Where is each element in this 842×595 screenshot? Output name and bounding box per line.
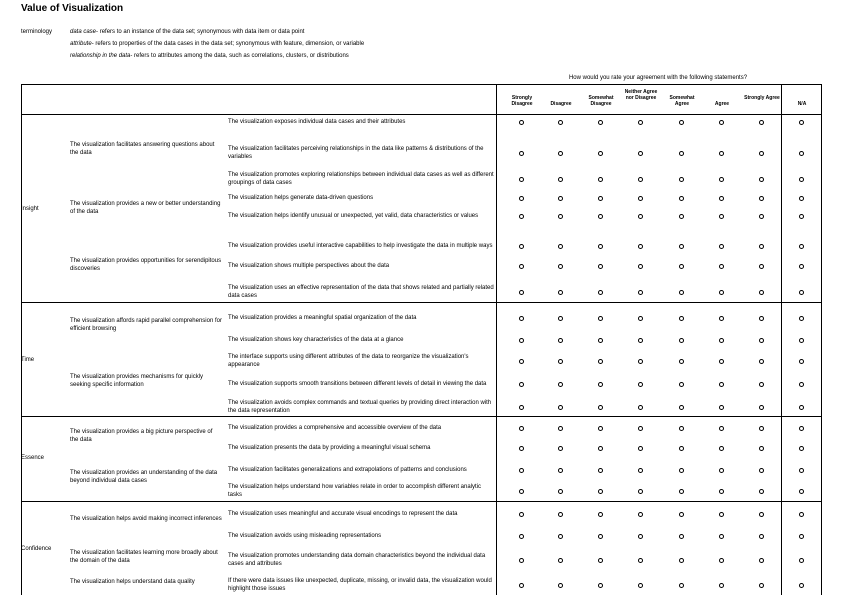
rating-radio[interactable] <box>519 512 524 517</box>
rating-radio[interactable] <box>679 338 684 343</box>
rating-radio[interactable] <box>519 489 524 494</box>
rating-radio[interactable] <box>598 359 603 364</box>
rating-radio[interactable] <box>598 426 603 431</box>
category-label: Insight <box>21 206 39 212</box>
rating-radio[interactable] <box>799 583 804 588</box>
rating-radio[interactable] <box>719 534 724 539</box>
rating-radio[interactable] <box>759 264 764 269</box>
rating-radio[interactable] <box>799 264 804 269</box>
rating-radio[interactable] <box>719 583 724 588</box>
rating-radio[interactable] <box>638 177 643 182</box>
rating-radio[interactable] <box>598 264 603 269</box>
rating-radio[interactable] <box>638 244 643 249</box>
rating-radio[interactable] <box>519 558 524 563</box>
rating-radio[interactable] <box>598 244 603 249</box>
scale-header: N/A <box>797 101 807 107</box>
rating-radio[interactable] <box>759 382 764 387</box>
rating-radio[interactable] <box>799 405 804 410</box>
rating-radio[interactable] <box>719 359 724 364</box>
section-divider <box>21 501 821 502</box>
statement-text: The visualization provides a meaningful spatial organization of the data <box>228 315 417 321</box>
rating-radio[interactable] <box>558 338 563 343</box>
rating-radio[interactable] <box>558 405 563 410</box>
rating-radio[interactable] <box>679 426 684 431</box>
statement-text: The visualization avoids using misleading representations <box>228 533 382 539</box>
rating-radio[interactable] <box>638 558 643 563</box>
rating-radio[interactable] <box>799 338 804 343</box>
rating-radio[interactable] <box>598 120 603 125</box>
rating-radio[interactable] <box>719 264 724 269</box>
rating-radio[interactable] <box>598 214 603 219</box>
rating-radio[interactable] <box>719 151 724 156</box>
category-label: Confidence <box>21 546 52 552</box>
statement-text: The visualization facilitates generalizations and extrapolations of patterns and conclusions <box>228 467 467 473</box>
rating-radio[interactable] <box>519 196 524 201</box>
rating-radio[interactable] <box>799 177 804 182</box>
terminology-line <box>70 41 364 47</box>
rating-radio[interactable] <box>679 558 684 563</box>
rating-radio[interactable] <box>799 316 804 321</box>
rating-radio[interactable] <box>719 120 724 125</box>
rating-radio[interactable] <box>519 120 524 125</box>
rating-radio[interactable] <box>598 177 603 182</box>
rating-radio[interactable] <box>679 534 684 539</box>
rating-radio[interactable] <box>519 359 524 364</box>
rating-radio[interactable] <box>558 316 563 321</box>
table-border <box>496 84 497 595</box>
rating-radio[interactable] <box>558 244 563 249</box>
statement-text: The visualization shows multiple perspectives about the data <box>228 263 390 269</box>
rating-radio[interactable] <box>759 151 764 156</box>
subgroup-label: The visualization provides opportunities for serendipitous discoveries <box>70 258 222 272</box>
rating-radio[interactable] <box>598 534 603 539</box>
rating-radio[interactable] <box>638 446 643 451</box>
rating-radio[interactable] <box>799 244 804 249</box>
statement-text: The visualization avoids complex commands and textual queries by providing direct interaction with the data representation <box>228 400 492 414</box>
rating-radio[interactable] <box>598 382 603 387</box>
header-box <box>21 84 821 115</box>
rating-radio[interactable] <box>759 558 764 563</box>
statement-text: The visualization supports smooth transitions between different levels of detail in viewing the data <box>228 381 487 387</box>
rating-radio[interactable] <box>799 534 804 539</box>
rating-radio[interactable] <box>558 120 563 125</box>
rating-radio[interactable] <box>519 338 524 343</box>
rating-radio[interactable] <box>719 446 724 451</box>
rating-radio[interactable] <box>638 512 643 517</box>
rating-radio[interactable] <box>638 151 643 156</box>
scale-header: Somewhat Disagree <box>588 95 614 107</box>
statement-text: The visualization helps understand how variables relate in order to accomplish different analytic tasks <box>228 484 482 498</box>
rating-radio[interactable] <box>759 316 764 321</box>
statement-text: If there were data issues like unexpected, duplicate, missing, or invalid data, the visualization would highlight those issues <box>228 578 492 592</box>
term-name: relationship in the data <box>70 53 131 59</box>
rating-radio[interactable] <box>558 583 563 588</box>
rating-radio[interactable] <box>519 264 524 269</box>
statement-text: The interface supports using different attributes of the data to reorganize the visualization's appearance <box>228 354 469 368</box>
rating-radio[interactable] <box>638 382 643 387</box>
rating-radio[interactable] <box>799 468 804 473</box>
rating-radio[interactable] <box>558 290 563 295</box>
rating-radio[interactable] <box>558 468 563 473</box>
statement-text: The visualization uses meaningful and accurate visual encodings to represent the data <box>228 511 458 517</box>
terminology-label: terminology <box>21 29 53 35</box>
rating-radio[interactable] <box>799 120 804 125</box>
scale-header: Agree <box>714 101 730 107</box>
rating-radio[interactable] <box>759 405 764 410</box>
subgroup-label: The visualization provides a big picture perspective of the data <box>70 429 213 443</box>
statement-text: The visualization helps generate data-driven questions <box>228 195 374 201</box>
rating-radio[interactable] <box>719 468 724 473</box>
rating-radio[interactable] <box>759 120 764 125</box>
rating-radio[interactable] <box>799 512 804 517</box>
statement-text: The visualization shows key characteristics of the data at a glance <box>228 337 404 343</box>
term-name: attribute <box>70 41 92 47</box>
rating-radio[interactable] <box>598 338 603 343</box>
rating-radio[interactable] <box>679 290 684 295</box>
rating-radio[interactable] <box>598 446 603 451</box>
statement-text: The visualization promotes understanding data domain characteristics beyond the individual data cases and attributes <box>228 553 486 567</box>
rating-radio[interactable] <box>799 382 804 387</box>
scale-header: Strongly Agree <box>744 95 780 101</box>
rating-radio[interactable] <box>519 446 524 451</box>
statement-text: The visualization helps identify unusual or unexpected, yet valid, data characteristics or values <box>228 213 479 219</box>
scale-header: Somewhat Agree <box>669 95 695 107</box>
rating-radio[interactable] <box>679 177 684 182</box>
rating-radio[interactable] <box>679 446 684 451</box>
statement-text: The visualization presents the data by providing a meaningful visual schema <box>228 445 431 451</box>
statement-text: The visualization provides useful interactive capabilities to help investigate the data in multiple ways <box>228 243 493 249</box>
rating-radio[interactable] <box>558 446 563 451</box>
rating-radio[interactable] <box>598 316 603 321</box>
rating-radio[interactable] <box>759 468 764 473</box>
rating-radio[interactable] <box>558 177 563 182</box>
rating-radio[interactable] <box>519 151 524 156</box>
scale-header: Strongly Disagree <box>511 95 533 107</box>
rating-radio[interactable] <box>638 489 643 494</box>
rating-radio[interactable] <box>519 177 524 182</box>
rating-radio[interactable] <box>799 290 804 295</box>
rating-radio[interactable] <box>679 244 684 249</box>
rating-radio[interactable] <box>799 214 804 219</box>
rating-radio[interactable] <box>638 405 643 410</box>
rating-radio[interactable] <box>519 290 524 295</box>
subgroup-label: The visualization facilitates learning more broadly about the domain of the data <box>70 550 218 564</box>
rating-radio[interactable] <box>598 290 603 295</box>
rating-radio[interactable] <box>519 316 524 321</box>
rating-radio[interactable] <box>598 558 603 563</box>
rating-radio[interactable] <box>799 151 804 156</box>
rating-radio[interactable] <box>759 489 764 494</box>
term-definition: - refers to an instance of the data set; synonymous with data item or data point <box>96 29 305 35</box>
rating-radio[interactable] <box>799 489 804 494</box>
rating-radio[interactable] <box>759 214 764 219</box>
subgroup-label: The visualization provides an understanding of the data beyond individual data cases <box>70 470 218 484</box>
rating-radio[interactable] <box>799 446 804 451</box>
rating-radio[interactable] <box>679 382 684 387</box>
rating-radio[interactable] <box>638 214 643 219</box>
table-border <box>781 84 782 595</box>
term-definition: - refers to properties of the data cases in the data set; synonymous with feature, dimension, or variable <box>91 41 365 47</box>
rating-radio[interactable] <box>799 196 804 201</box>
table-border <box>21 84 22 595</box>
term-definition: - refers to attributes among the data, such as correlations, clusters, or distributions <box>130 53 349 59</box>
rating-radio[interactable] <box>719 512 724 517</box>
rating-radio[interactable] <box>598 196 603 201</box>
rating-radio[interactable] <box>679 120 684 125</box>
terminology-line <box>70 29 304 35</box>
rating-radio[interactable] <box>679 405 684 410</box>
rating-radio[interactable] <box>719 382 724 387</box>
statement-text: The visualization provides a comprehensive and accessible overview of the data <box>228 425 442 431</box>
rating-radio[interactable] <box>638 120 643 125</box>
rating-radio[interactable] <box>799 558 804 563</box>
rating-radio[interactable] <box>679 264 684 269</box>
rating-radio[interactable] <box>759 446 764 451</box>
rating-radio[interactable] <box>558 382 563 387</box>
rating-radio[interactable] <box>558 151 563 156</box>
rating-radio[interactable] <box>638 534 643 539</box>
rating-radio[interactable] <box>519 583 524 588</box>
subgroup-label: The visualization affords rapid parallel comprehension for efficient browsing <box>70 318 222 332</box>
category-label: Essence <box>21 455 45 461</box>
rating-radio[interactable] <box>638 426 643 431</box>
rating-radio[interactable] <box>679 151 684 156</box>
rating-radio[interactable] <box>759 583 764 588</box>
rating-radio[interactable] <box>679 196 684 201</box>
rating-radio[interactable] <box>719 426 724 431</box>
rating-radio[interactable] <box>719 489 724 494</box>
rating-radio[interactable] <box>638 316 643 321</box>
rating-radio[interactable] <box>638 264 643 269</box>
rating-radio[interactable] <box>638 290 643 295</box>
section-divider <box>21 416 821 417</box>
rating-radio[interactable] <box>719 338 724 343</box>
rating-radio[interactable] <box>679 583 684 588</box>
rating-radio[interactable] <box>759 512 764 517</box>
rating-radio[interactable] <box>719 177 724 182</box>
page-title: Value of Visualization <box>21 3 124 14</box>
category-label: Time <box>21 357 35 363</box>
rating-radio[interactable] <box>759 196 764 201</box>
subgroup-label: The visualization facilitates answering questions about the data <box>70 142 215 156</box>
rating-radio[interactable] <box>759 534 764 539</box>
rating-radio[interactable] <box>519 468 524 473</box>
rating-radio[interactable] <box>719 196 724 201</box>
rating-radio[interactable] <box>799 359 804 364</box>
rating-radio[interactable] <box>679 214 684 219</box>
rating-radio[interactable] <box>598 489 603 494</box>
subgroup-label: The visualization helps avoid making incorrect inferences <box>70 516 222 522</box>
rating-question: How would you rate your agreement with the following statements? <box>568 75 748 81</box>
rating-radio[interactable] <box>719 244 724 249</box>
rating-radio[interactable] <box>558 489 563 494</box>
term-name: data case <box>70 29 97 35</box>
rating-radio[interactable] <box>679 489 684 494</box>
section-divider <box>21 302 821 303</box>
rating-radio[interactable] <box>558 196 563 201</box>
table-border <box>821 84 822 595</box>
rating-radio[interactable] <box>638 583 643 588</box>
rating-radio[interactable] <box>759 426 764 431</box>
rating-radio[interactable] <box>638 196 643 201</box>
rating-radio[interactable] <box>519 214 524 219</box>
rating-radio[interactable] <box>598 405 603 410</box>
rating-radio[interactable] <box>759 338 764 343</box>
rating-radio[interactable] <box>558 558 563 563</box>
rating-radio[interactable] <box>519 244 524 249</box>
statement-text: The visualization facilitates perceiving relationships in the data like patterns & distributions of the variables <box>228 146 484 160</box>
rating-radio[interactable] <box>679 512 684 517</box>
statement-text: The visualization exposes individual data cases and their attributes <box>228 119 406 125</box>
statement-text: The visualization promotes exploring relationships between individual data cases as well as different groupings of data cases <box>228 172 494 186</box>
rating-radio[interactable] <box>558 534 563 539</box>
rating-radio[interactable] <box>519 405 524 410</box>
statement-text: The visualization uses an effective representation of the data that shows related and partially related data cases <box>228 285 494 299</box>
rating-radio[interactable] <box>719 405 724 410</box>
rating-radio[interactable] <box>759 244 764 249</box>
rating-radio[interactable] <box>679 359 684 364</box>
rating-radio[interactable] <box>679 316 684 321</box>
rating-radio[interactable] <box>558 264 563 269</box>
rating-radio[interactable] <box>719 558 724 563</box>
rating-radio[interactable] <box>558 214 563 219</box>
subgroup-label: The visualization helps understand data quality <box>70 579 195 585</box>
rating-radio[interactable] <box>759 177 764 182</box>
rating-radio[interactable] <box>558 359 563 364</box>
rating-radio[interactable] <box>598 151 603 156</box>
rating-radio[interactable] <box>598 583 603 588</box>
rating-radio[interactable] <box>519 534 524 539</box>
scale-header: Neither Agree nor Disagree <box>624 89 658 101</box>
subgroup-label: The visualization provides mechanisms for quickly seeking specific information <box>70 374 204 388</box>
rating-radio[interactable] <box>638 338 643 343</box>
rating-radio[interactable] <box>598 468 603 473</box>
rating-radio[interactable] <box>638 359 643 364</box>
rating-radio[interactable] <box>558 426 563 431</box>
rating-radio[interactable] <box>759 359 764 364</box>
rating-radio[interactable] <box>719 316 724 321</box>
rating-radio[interactable] <box>719 214 724 219</box>
rating-radio[interactable] <box>598 512 603 517</box>
rating-radio[interactable] <box>679 468 684 473</box>
rating-radio[interactable] <box>519 426 524 431</box>
rating-radio[interactable] <box>638 468 643 473</box>
rating-radio[interactable] <box>759 290 764 295</box>
scale-header: Disagree <box>550 101 572 107</box>
rating-radio[interactable] <box>558 512 563 517</box>
rating-radio[interactable] <box>519 382 524 387</box>
subgroup-label: The visualization provides a new or better understanding of the data <box>70 201 221 215</box>
rating-radio[interactable] <box>799 426 804 431</box>
terminology-line <box>70 53 349 59</box>
rating-radio[interactable] <box>719 290 724 295</box>
